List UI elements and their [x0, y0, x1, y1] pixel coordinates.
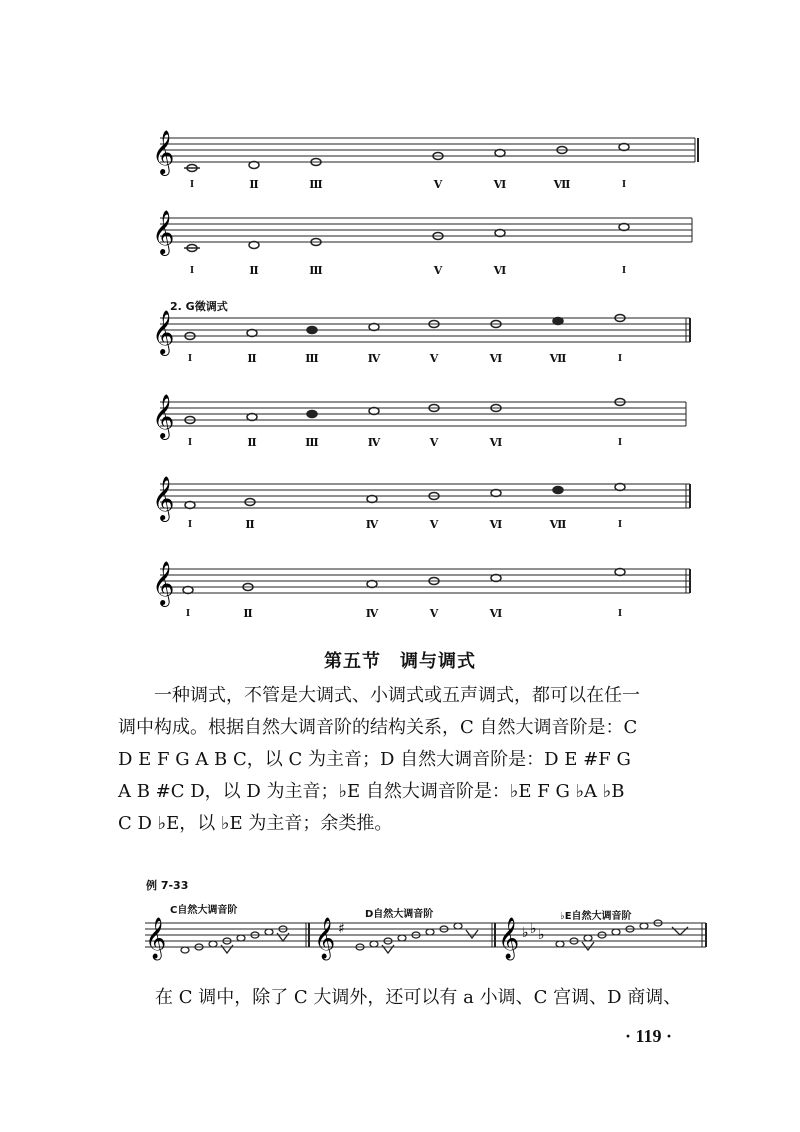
degree-label: Ⅳ — [365, 519, 379, 531]
paragraph-line: 一种调式，不管是大调式、小调式或五声调式，都可以在任一 — [154, 685, 640, 706]
degree-label: I — [187, 436, 193, 448]
degree-label: I — [185, 607, 191, 619]
example-staff — [0, 875, 800, 975]
staff-1-lines — [0, 120, 800, 200]
scale-title: ♭E自然大调音阶 — [560, 911, 632, 922]
flat-icon: ♭ — [522, 925, 529, 941]
degree-label: Ⅶ — [549, 353, 567, 365]
treble-clef-icon: 𝄞 — [498, 918, 520, 959]
degree-label: Ⅳ — [365, 608, 379, 620]
degree-label: Ⅵ — [489, 608, 503, 620]
degree-label: Ⅴ — [433, 179, 443, 191]
degree-label: I — [187, 352, 193, 364]
degree-label: Ⅵ — [493, 265, 507, 277]
degree-label: Ⅲ — [305, 437, 319, 449]
treble-clef-icon: 𝄞 — [152, 476, 175, 520]
degree-label: Ⅵ — [489, 519, 503, 531]
paragraph-line: 调中构成。根据自然大调音阶的结构关系，C 自然大调音阶是：C — [118, 717, 638, 738]
degree-label: Ⅱ — [245, 519, 255, 531]
degree-label: Ⅲ — [309, 265, 323, 277]
paragraph-line: D E F G A B C，以 C 为主音；D 自然大调音阶是：D E #F G — [118, 749, 631, 770]
degree-label: Ⅴ — [429, 519, 439, 531]
degree-label: I — [617, 518, 623, 530]
degree-label: I — [617, 607, 623, 619]
degree-label: Ⅵ — [493, 179, 507, 191]
page-number: · 119 · — [625, 1026, 673, 1046]
degree-label: Ⅶ — [553, 179, 571, 191]
flat-icon: ♭ — [530, 921, 537, 937]
treble-clef-icon: 𝄞 — [314, 918, 336, 959]
degree-label: Ⅱ — [247, 437, 257, 449]
staff-3-lines — [0, 296, 800, 376]
treble-clef-icon: 𝄞 — [152, 210, 175, 254]
degree-label: Ⅴ — [433, 265, 443, 277]
sharp-icon: ♯ — [338, 921, 345, 937]
degree-label: I — [621, 178, 627, 190]
degree-label: I — [617, 436, 623, 448]
paragraph-line: A B #C D，以 D 为主音；♭E 自然大调音阶是：♭E F G ♭A ♭B — [118, 781, 625, 802]
degree-label: Ⅱ — [247, 353, 257, 365]
degree-label: Ⅴ — [429, 353, 439, 365]
degree-label: Ⅲ — [305, 353, 319, 365]
degree-label: Ⅶ — [549, 519, 567, 531]
last-line: 在 C 调中，除了 C 大调外，还可以有 a 小调、C 宫调、D 商调、 — [155, 987, 682, 1008]
scale-title: C自然大调音阶 — [170, 905, 238, 916]
degree-label: I — [617, 352, 623, 364]
degree-label: Ⅳ — [367, 353, 381, 365]
treble-clef-icon: 𝄞 — [152, 130, 175, 174]
degree-label: I — [187, 518, 193, 530]
treble-clef-icon: 𝄞 — [152, 561, 175, 605]
degree-label: I — [189, 264, 195, 276]
example-7-33 — [0, 875, 800, 975]
degree-label: Ⅴ — [429, 608, 439, 620]
degree-label: Ⅴ — [429, 437, 439, 449]
example-label: 例 7-33 — [146, 879, 189, 892]
treble-clef-icon: 𝄞 — [152, 394, 175, 438]
degree-label: Ⅱ — [249, 265, 259, 277]
degree-label: Ⅲ — [309, 179, 323, 191]
treble-clef-icon: 𝄞 — [145, 918, 167, 959]
section-heading: 第五节 调与调式 — [324, 651, 476, 672]
staff-2-lines — [0, 200, 800, 280]
degree-label: Ⅵ — [489, 353, 503, 365]
staff-6-lines — [0, 555, 800, 635]
treble-clef-icon: 𝄞 — [152, 310, 175, 354]
mode-label: 2. G徵调式 — [170, 300, 228, 313]
staff-4-lines — [0, 380, 800, 460]
flat-icon: ♭ — [538, 927, 545, 943]
degree-label: Ⅱ — [243, 608, 253, 620]
degree-label: Ⅱ — [249, 179, 259, 191]
degree-label: Ⅳ — [367, 437, 381, 449]
scale-title: D自然大调音阶 — [365, 909, 434, 920]
degree-label: Ⅵ — [489, 437, 503, 449]
degree-label: I — [621, 264, 627, 276]
paragraph-line: C D ♭E，以 ♭E 为主音；余类推。 — [118, 813, 393, 834]
staff-5-lines — [0, 466, 800, 546]
degree-label: I — [189, 178, 195, 190]
body-paragraph — [118, 680, 718, 840]
